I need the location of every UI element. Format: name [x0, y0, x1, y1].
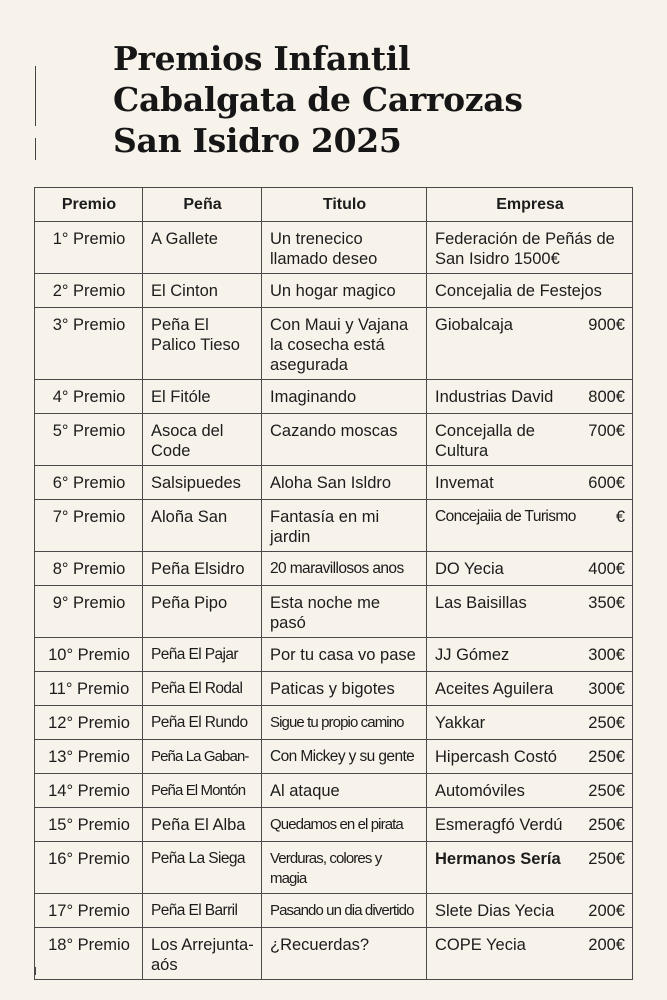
cell-empresa	[427, 222, 633, 274]
cell-titulo: Cazando moscas	[262, 414, 427, 466]
cell-pena: A Gallete	[143, 222, 262, 274]
table-row	[35, 380, 633, 414]
table-row	[35, 274, 633, 308]
cell-empresa	[427, 706, 633, 740]
cell-pena: Salsipuedes	[143, 466, 262, 500]
page-title	[113, 38, 523, 161]
cell-premio: 15° Premio	[35, 808, 143, 842]
table-row	[35, 500, 633, 552]
prize-amount: 250€	[588, 816, 625, 834]
cell-premio: 1° Premio	[35, 222, 143, 274]
cell-pena: Peña La Siega	[143, 842, 262, 894]
cell-titulo: Quedamos en el pirata	[262, 808, 427, 842]
cell-titulo: Con Maui y Vajana la cosecha está asegurada	[262, 308, 427, 380]
cell-empresa	[427, 774, 633, 808]
cell-titulo: Fantasía en mi jardin	[262, 500, 427, 552]
empresa-name: Concejaiia de Turismo	[435, 508, 576, 525]
margin-mark-mid	[35, 138, 36, 160]
cell-premio: 7° Premio	[35, 500, 143, 552]
cell-titulo: Paticas y bigotes	[262, 672, 427, 706]
cell-empresa	[427, 586, 633, 638]
empresa-name: COPE Yecia	[435, 936, 526, 954]
cell-pena: Peña El Rundo	[143, 706, 262, 740]
empresa-name: Concejalla de Cultura	[435, 422, 535, 460]
cell-pena: Aloña San	[143, 500, 262, 552]
prize-amount: 800€	[588, 388, 625, 406]
cell-premio: 13° Premio	[35, 740, 143, 774]
cell-premio: 2° Premio	[35, 274, 143, 308]
cell-titulo: Sigue tu propio camino	[262, 706, 427, 740]
prize-amount: €	[615, 508, 625, 526]
empresa-name: Automóviles	[435, 782, 525, 800]
empresa-name: Las Baisillas	[435, 594, 527, 612]
cell-pena: Peña Elsidro	[143, 552, 262, 586]
prize-amount: 200€	[588, 902, 625, 920]
empresa-name: Hipercash Costó	[435, 748, 557, 766]
cell-titulo: Por tu casa vo pase	[262, 638, 427, 672]
cell-empresa	[427, 380, 633, 414]
title-line-3: San Isidro 2025	[113, 121, 402, 160]
table-row	[35, 808, 633, 842]
cell-empresa	[427, 842, 633, 894]
title-line-1: Premios Infantil	[113, 39, 411, 78]
cell-titulo: Esta noche me pasó	[262, 586, 427, 638]
cell-titulo: Al ataque	[262, 774, 427, 808]
prize-amount: 700€	[588, 422, 625, 440]
cell-titulo: Imaginando	[262, 380, 427, 414]
cell-empresa	[427, 894, 633, 928]
title-line-2: Cabalgata de Carrozas	[113, 80, 523, 119]
cell-titulo: Un hogar magico	[262, 274, 427, 308]
cell-empresa	[427, 552, 633, 586]
cell-empresa	[427, 638, 633, 672]
header-titulo: Titulo	[262, 188, 427, 222]
prize-amount: 250€	[588, 748, 625, 766]
table-row	[35, 842, 633, 894]
table-header-row	[35, 188, 633, 222]
empresa-name: Concejalia de Festejos	[435, 282, 602, 300]
cell-premio: 5° Premio	[35, 414, 143, 466]
cell-titulo: Con Mickey y su gente	[262, 740, 427, 774]
cell-empresa	[427, 500, 633, 552]
cell-titulo: Aloha San Isldro	[262, 466, 427, 500]
cell-empresa	[427, 928, 633, 980]
table-row	[35, 638, 633, 672]
empresa-name: Giobalcaja	[435, 316, 513, 334]
table-row	[35, 706, 633, 740]
table-row	[35, 672, 633, 706]
cell-empresa	[427, 466, 633, 500]
cell-premio: 4° Premio	[35, 380, 143, 414]
cell-empresa	[427, 740, 633, 774]
cell-titulo: 20 maravillosos anos	[262, 552, 427, 586]
cell-pena: Peña El Palico Tieso	[143, 308, 262, 380]
cell-pena: Asoca del Code	[143, 414, 262, 466]
cell-empresa	[427, 672, 633, 706]
table-row	[35, 586, 633, 638]
table-row	[35, 222, 633, 274]
empresa-name: Aceites Aguilera	[435, 680, 554, 698]
table-row	[35, 740, 633, 774]
cell-titulo: Pasando un dia divertido	[262, 894, 427, 928]
header-pena: Peña	[143, 188, 262, 222]
cell-empresa	[427, 308, 633, 380]
cell-empresa	[427, 274, 633, 308]
cell-titulo: Verduras, colores y magia	[262, 842, 427, 894]
empresa-name: Yakkar	[435, 714, 486, 732]
cell-titulo: ¿Recuerdas?	[262, 928, 427, 980]
prize-amount: 300€	[588, 646, 625, 664]
empresa-name: DO Yecia	[435, 560, 504, 578]
cell-premio: 12° Premio	[35, 706, 143, 740]
prize-amount: 300€	[588, 680, 625, 698]
cell-empresa	[427, 808, 633, 842]
cell-titulo: Un trenecico llamado deseo	[262, 222, 427, 274]
prize-amount: 900€	[588, 316, 625, 334]
cell-pena: Peña Pipo	[143, 586, 262, 638]
cell-premio: 17° Premio	[35, 894, 143, 928]
cell-pena: El Fitóle	[143, 380, 262, 414]
margin-mark-top	[35, 66, 36, 126]
cell-premio: 10° Premio	[35, 638, 143, 672]
cell-premio: 16° Premio	[35, 842, 143, 894]
awards-table	[34, 187, 633, 980]
prize-amount: 600€	[588, 474, 625, 492]
table-row	[35, 414, 633, 466]
empresa-name: Industrias David	[435, 388, 554, 406]
cell-premio: 8° Premio	[35, 552, 143, 586]
cell-pena: Peña El Barril	[143, 894, 262, 928]
cell-premio: 3° Premio	[35, 308, 143, 380]
table-row	[35, 894, 633, 928]
prize-amount: 250€	[588, 782, 625, 800]
cell-pena: Peña El Rodal	[143, 672, 262, 706]
cell-pena: Peña El Pajar	[143, 638, 262, 672]
cell-empresa	[427, 414, 633, 466]
cell-premio: 11° Premio	[35, 672, 143, 706]
cell-pena: El Cinton	[143, 274, 262, 308]
prize-amount: 350€	[588, 594, 625, 612]
prize-amount: 200€	[588, 936, 625, 954]
prize-amount: 400€	[588, 560, 625, 578]
table-row	[35, 308, 633, 380]
empresa-name: JJ Gómez	[435, 646, 510, 664]
cell-premio: 18° Premio	[35, 928, 143, 980]
cell-pena: Los Arrejunta-aós	[143, 928, 262, 980]
cell-pena: Peña El Alba	[143, 808, 262, 842]
empresa-name: Slete Dias Yecia	[435, 902, 555, 920]
cell-premio: 6° Premio	[35, 466, 143, 500]
table-row	[35, 552, 633, 586]
table-row	[35, 928, 633, 980]
cell-premio: 9° Premio	[35, 586, 143, 638]
prize-amount: 250€	[588, 714, 625, 732]
header-empresa: Empresa	[427, 188, 633, 222]
empresa-name: Federación de Peñás de San Isidro 1500€	[435, 230, 615, 268]
cell-pena: Peña La Gaban-	[143, 740, 262, 774]
table-row	[35, 466, 633, 500]
table-row	[35, 774, 633, 808]
cell-premio: 14° Premio	[35, 774, 143, 808]
empresa-name: Hermanos Sería	[435, 850, 561, 868]
empresa-name: Invemat	[435, 474, 494, 492]
prize-amount: 250€	[588, 850, 625, 868]
header-premio: Premio	[35, 188, 143, 222]
empresa-name: Esmeragfó Verdú	[435, 816, 563, 834]
cell-pena: Peña El Montón	[143, 774, 262, 808]
